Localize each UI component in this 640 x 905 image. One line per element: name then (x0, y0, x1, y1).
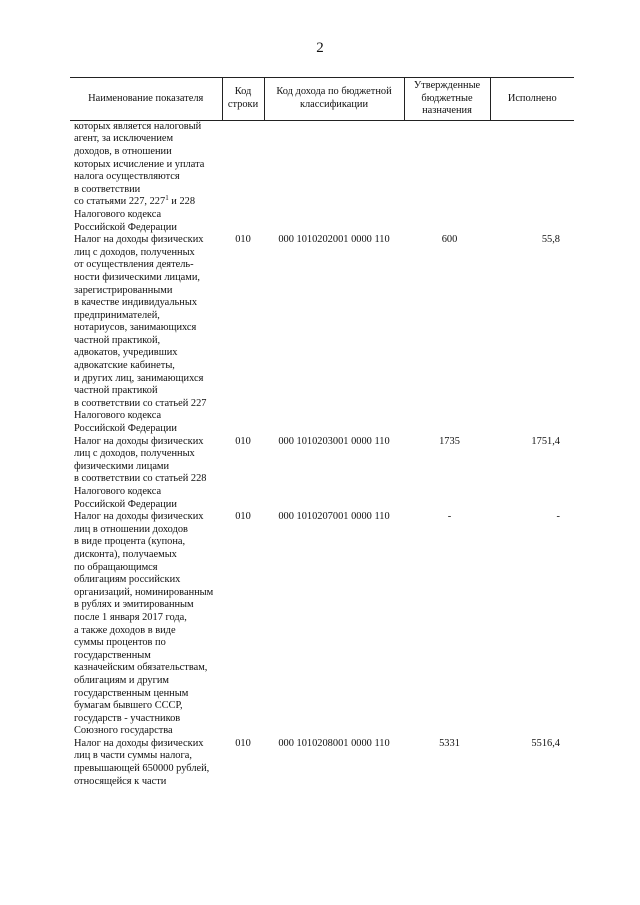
row-code: 010 (235, 234, 251, 246)
table-row (70, 511, 574, 738)
approved-amount: - (447, 511, 452, 523)
indicator-name: Налог на доходы физических лиц с доходов, полученных от осуществления деятель- ности физическими лицами, зарегистрированными в качестве индивидуальных предпринимателей, нотариусов, занимающихся частной практикой, адвокатов, учредивших адвокатские кабинеты, и других лиц, занимающихся частной практикой в соответствии со статьей 227 Налогового кодекса Российской Федерации (74, 234, 207, 435)
approved-amount: 600 (441, 234, 458, 246)
executed-amount: 5516,4 (531, 737, 560, 749)
budget-classification-code: 000 1010207001 0000 110 (278, 511, 390, 523)
table-row (70, 436, 574, 512)
indicator-name: Налог на доходы физических лиц с доходов, полученных физическими лицами в соответствии со статьей 228 Налогового кодекса Российской Федерации (74, 435, 207, 510)
approved-amount: 1735 (439, 435, 460, 447)
header-code: Код строки (222, 78, 264, 121)
executed-amount: 1751,4 (531, 435, 560, 447)
table-header-row (70, 78, 574, 121)
row-code: 010 (235, 737, 251, 749)
page-number: 2 (316, 40, 324, 56)
table-row (70, 234, 574, 436)
approved-amount: 5331 (439, 737, 460, 749)
budget-classification-code: 000 1010208001 0000 110 (278, 737, 390, 749)
executed-amount: 55,8 (541, 234, 560, 246)
header-executed: Исполнено (490, 78, 574, 121)
indicator-name: Налог на доходы физических лиц в отношении доходов в виде процента (купона, дисконта), получаемых по обращающимся облигациям российских организаций, номинированным в рублях и эмитированным после 1 января 2017 года, а также доходов в виде суммы процентов по государственным казначейским обязательствам, облигациям и другим государственным ценным бумагам бывшего СССР, государств - участников Союзного государства (74, 511, 214, 737)
header-approved: Утвержденные бюджетные назначения (404, 78, 490, 121)
superscript: 1 (165, 194, 169, 203)
income-report-table (70, 77, 574, 788)
table-row (70, 738, 574, 788)
articles-line: со статьями 227, $227^1$ и 228 (74, 194, 196, 208)
table-row-continuation (70, 120, 574, 234)
indicator-name-continuation: которых является налоговый агент, за исключением доходов, в отношении которых исчисление и уплата налога осуществляются в соответствии со статьями 227, $227^1$ и 228 Налогового кодекса Российской Федерации (70, 120, 222, 234)
header-name: Наименование показателя (70, 78, 222, 121)
budget-classification-code: 000 1010203001 0000 110 (278, 435, 390, 447)
executed-amount: - (556, 511, 560, 523)
row-code: 010 (235, 435, 251, 447)
budget-classification-code: 000 1010202001 0000 110 (278, 234, 390, 246)
indicator-name: Налог на доходы физических лиц в части суммы налога, превышающей 650000 рублей, относящейся к части (74, 737, 210, 787)
row-code: 010 (235, 511, 251, 523)
header-kbk: Код дохода по бюджетной классификации (264, 78, 404, 121)
